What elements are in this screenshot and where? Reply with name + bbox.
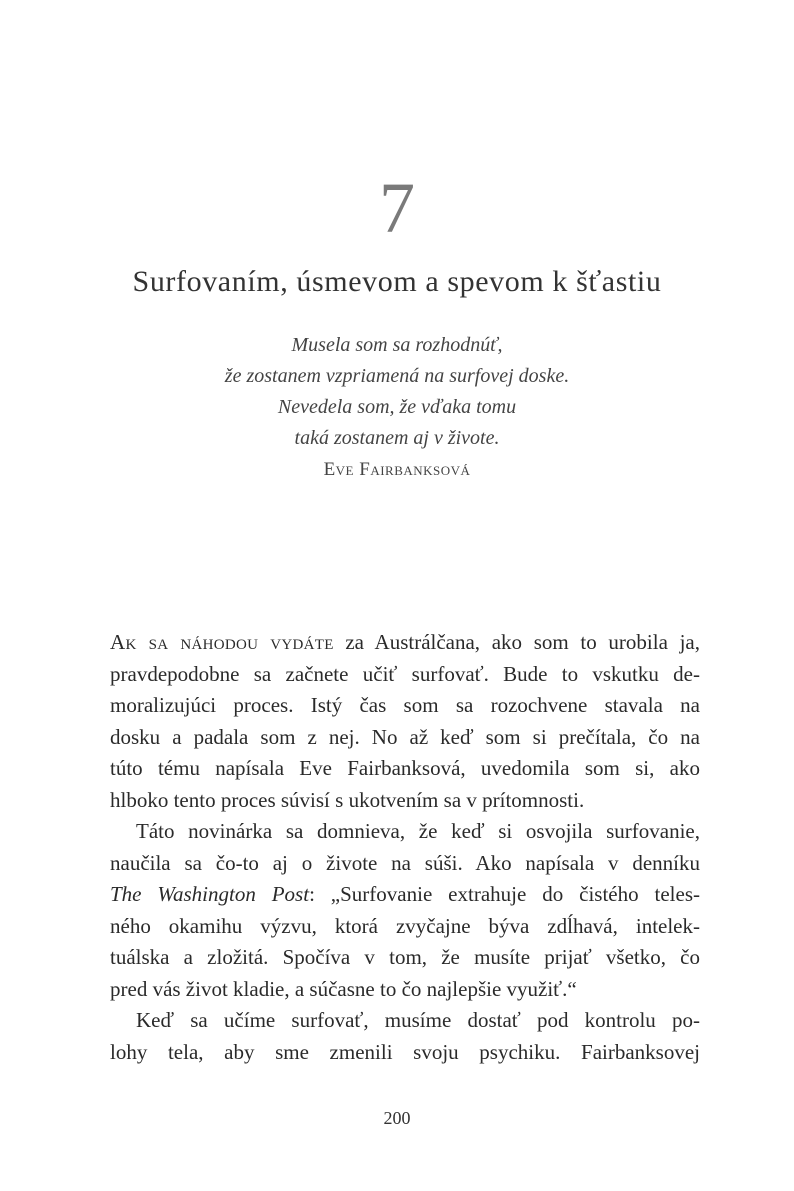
paragraph-2-line: tuálska a zložitá. Spočíva v tom, že musíte prijať všetko, čo (110, 945, 700, 969)
paragraph-text: : „Surfovanie extrahuje do čistého teles- (309, 882, 700, 906)
epigraph-line: taká zostanem aj v živote. (294, 427, 500, 449)
body-text (110, 627, 700, 1068)
newspaper-name: The Washington Post (110, 882, 310, 906)
epigraph (0, 330, 794, 485)
paragraph-1-line: moralizujúci proces. Istý čas som sa rozochvene stavala na (110, 693, 700, 717)
paragraph-2-line: naučila sa čo-to aj o živote na súši. Ako napísala v denníku (110, 850, 700, 875)
paragraph-2-line: ného okamihu výzvu, ktorá zvyčajne býva zdĺhavá, intelek- (110, 913, 700, 938)
chapter-number: 7 (379, 168, 415, 248)
chapter-title: Surfovaním, úsmevom a spevom k šťastiu (132, 265, 662, 298)
epigraph-author: Eve Fairbanksová (323, 459, 471, 480)
paragraph-1-line: hlboko tento proces súvisí s ukotvením sa v prítomnosti. (110, 787, 585, 812)
paragraph-2-line: pred vás život kladie, a súčasne to čo najlepšie využiť.“ (110, 976, 577, 1001)
paragraph-1-line: dosku a padala som z nej. No až keď som si prečítala, čo na (110, 724, 700, 749)
paragraph-1-line: pravdepodobne sa začnete učiť surfovať. Bude to vskutku de- (110, 661, 700, 686)
epigraph-line: Musela som sa rozhodnúť, (291, 334, 503, 356)
paragraph-text: za Austrálčana, ako som to urobila ja, (333, 630, 700, 654)
paragraph-3-line: Keď sa učíme surfovať, musíme dostať pod kontrolu po- (136, 1008, 700, 1032)
paragraph-3-line: lohy tela, aby sme zmenili svoju psychiku. Fairbanksovej (110, 1039, 700, 1064)
page-number: 200 (383, 1108, 411, 1128)
epigraph-line: že zostanem vzpriamená na surfovej doske. (224, 365, 570, 387)
paragraph-2-line: Táto novinárka sa domnieva, že keď si osvojila surfovanie, (136, 819, 700, 843)
paragraph-lead-in: Ak sa náhodou vydáte (110, 630, 334, 654)
paragraph-2-line (110, 879, 700, 911)
paragraph-1-line: túto tému napísala Eve Fairbanksová, uvedomila som si, ako (110, 756, 700, 780)
epigraph-line: Nevedela som, že vďaka tomu (277, 396, 517, 418)
paragraph-1-line (110, 627, 700, 659)
